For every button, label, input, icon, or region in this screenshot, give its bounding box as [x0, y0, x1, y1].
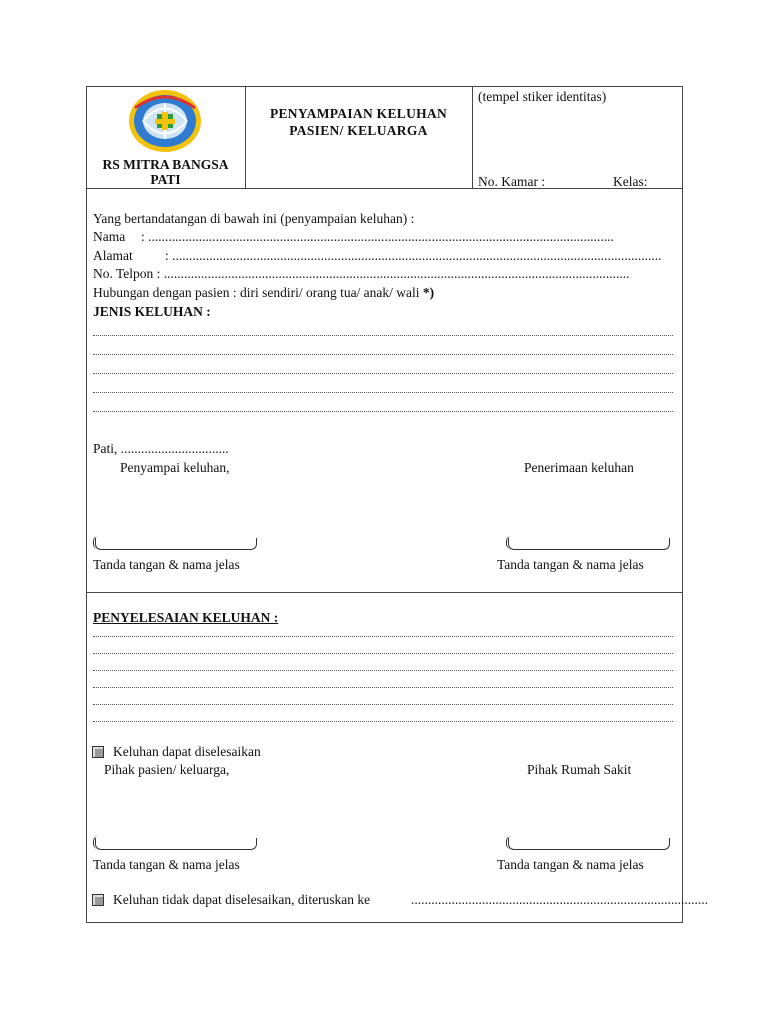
submitter-signature-box[interactable]: [95, 538, 257, 550]
resolution-line-3[interactable]: [93, 670, 673, 671]
unresolved-option-label: Keluhan tidak dapat diselesaikan, diteruskan ke: [113, 892, 371, 907]
patient-signature-box[interactable]: [95, 838, 257, 850]
hospital-name: RS MITRA BANGSA: [102, 157, 229, 172]
relation-line: [93, 285, 434, 301]
patient-signature-label: Tanda tangan & nama jelas: [93, 857, 240, 872]
room-label: No. Kamar :: [478, 174, 546, 189]
form-title-line1: PENYAMPAIAN KELUHAN: [269, 106, 448, 121]
relation-note: *): [422, 285, 435, 300]
resolution-line-2[interactable]: [93, 653, 673, 654]
hospital-signature-label: Tanda tangan & nama jelas: [497, 857, 644, 872]
intro-text: Yang bertandatangan di bawah ini (penyampaian keluhan) :: [93, 211, 415, 226]
submitter-signature-label: Tanda tangan & nama jelas: [93, 557, 240, 572]
place-date[interactable]: Pati, ................................: [93, 441, 229, 456]
resolution-heading: PENYELESAIAN KELUHAN :: [93, 610, 279, 625]
phone-field[interactable]: No. Telpon : ..........................................................................................................................................: [93, 266, 630, 281]
sticker-note: (tempel stiker identitas): [478, 89, 607, 104]
forwarded-to-field[interactable]: ........................................................................................: [411, 892, 708, 907]
complaint-line-4[interactable]: [93, 392, 673, 393]
resolution-line-6[interactable]: [93, 721, 673, 722]
hospital-city: PATI: [150, 172, 181, 187]
complaint-type-heading: JENIS KELUHAN :: [93, 304, 211, 319]
unresolved-checkbox[interactable]: [92, 894, 104, 906]
class-label: Kelas:: [613, 174, 648, 189]
receiver-label: Penerimaan keluhan: [524, 460, 634, 475]
header-col-divider-2: [472, 86, 473, 188]
address-field[interactable]: : .................................................................................................................................................: [165, 248, 662, 263]
section-divider: [86, 592, 683, 593]
resolution-line-4[interactable]: [93, 687, 673, 688]
complaint-line-3[interactable]: [93, 373, 673, 374]
hospital-logo-icon: [127, 88, 203, 154]
resolved-option-label: Keluhan dapat diselesaikan: [113, 744, 261, 759]
form-title-line2: PASIEN/ KELUARGA: [289, 123, 428, 138]
hospital-signature-box[interactable]: [508, 838, 670, 850]
relation-text: Hubungan dengan pasien : diri sendiri/ orang tua/ anak/ wali: [93, 285, 420, 300]
receiver-signature-label: Tanda tangan & nama jelas: [497, 557, 644, 572]
complaint-line-1[interactable]: [93, 335, 673, 336]
submitter-label: Penyampai keluhan,: [120, 460, 230, 475]
complaint-line-2[interactable]: [93, 354, 673, 355]
hospital-party-label: Pihak Rumah Sakit: [527, 762, 632, 777]
resolved-checkbox[interactable]: [92, 746, 104, 758]
header-divider: [86, 188, 683, 189]
name-label: Nama: [93, 229, 126, 244]
resolution-line-5[interactable]: [93, 704, 673, 705]
patient-party-label: Pihak pasien/ keluarga,: [104, 762, 230, 777]
complaint-line-5[interactable]: [93, 411, 673, 412]
name-field[interactable]: : ..........................................................................................................................................: [141, 229, 614, 244]
receiver-signature-box[interactable]: [508, 538, 670, 550]
resolution-line-1[interactable]: [93, 636, 673, 637]
address-label: Alamat: [93, 248, 133, 263]
